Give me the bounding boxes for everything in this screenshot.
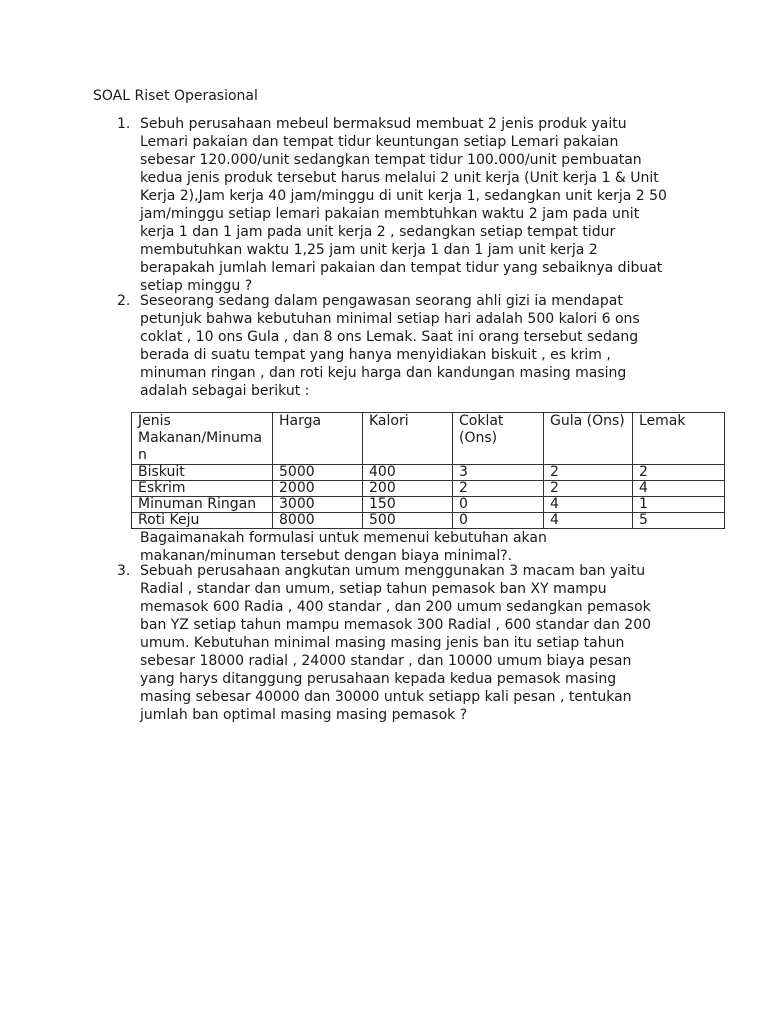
- table-row: [132, 465, 725, 481]
- question-line: Sebuh perusahaan mebeul bermaksud membuat 2 jenis produk yaitu: [140, 116, 627, 132]
- table-cell: 150: [363, 497, 453, 513]
- table-cell: 2: [453, 481, 544, 497]
- header-line: Makanan/Minuma: [138, 430, 263, 446]
- question-line: berapakah jumlah lemari pakaian dan tempat tidur yang sebaiknya dibuat: [140, 260, 663, 276]
- table-cell: 3000: [273, 497, 363, 513]
- header-line: Gula (Ons): [550, 413, 625, 429]
- question-number: 1.: [117, 116, 131, 132]
- question-line: memasok 600 Radia , 400 standar , dan 200 umum sedangkan pemasok: [140, 599, 651, 615]
- followup-line: Bagaimanakah formulasi untuk memenui kebutuhan akan: [140, 530, 547, 546]
- table-cell: Minuman Ringan: [132, 497, 273, 513]
- question-line: membutuhkan waktu 1,25 jam unit kerja 1 dan 1 jam unit kerja 2: [140, 242, 598, 258]
- table-row: [132, 497, 725, 513]
- table-cell: Biskuit: [132, 465, 273, 481]
- table-cell: 8000: [273, 513, 363, 529]
- question-line: Seseorang sedang dalam pengawasan seorang ahli gizi ia mendapat: [140, 293, 623, 309]
- question-line: Radial , standar dan umum, setiap tahun pemasok ban XY mampu: [140, 581, 607, 597]
- question-line: Sebuah perusahaan angkutan umum menggunakan 3 macam ban yaitu: [140, 563, 646, 579]
- header-line: n: [138, 447, 147, 463]
- followup-line: makanan/minuman tersebut dengan biaya minimal?.: [140, 548, 513, 564]
- question-line: umum. Kebutuhan minimal masing masing jenis ban itu setiap tahun: [140, 635, 625, 651]
- question-number: 2.: [117, 293, 131, 309]
- table-cell: 4: [633, 481, 725, 497]
- table-header-cell: [132, 413, 273, 465]
- question-line: Kerja 2),Jam kerja 40 jam/minggu di unit kerja 1, sedangkan unit kerja 2 50: [140, 188, 667, 204]
- table-header-row: [132, 413, 725, 465]
- question-line: Lemari pakaian dan tempat tidur keuntungan setiap Lemari pakaian: [140, 134, 619, 150]
- table-cell: 0: [453, 513, 544, 529]
- table-header-cell: [273, 413, 363, 465]
- header-line: Lemak: [639, 413, 686, 429]
- question-line: berada di suatu tempat yang hanya menyidiakan biskuit , es krim ,: [140, 347, 611, 363]
- table-cell: 4: [544, 497, 633, 513]
- header-line: Jenis: [138, 413, 171, 429]
- question-line: masing sebesar 40000 dan 30000 untuk setiapp kali pesan , tentukan: [140, 689, 632, 705]
- table-cell: 0: [453, 497, 544, 513]
- question-line: ban YZ setiap tahun mampu memasok 300 Radial , 600 standar dan 200: [140, 617, 652, 633]
- question-line: jumlah ban optimal masing masing pemasok ?: [140, 707, 468, 723]
- question-line: sebesar 18000 radial , 24000 standar , dan 10000 umum biaya pesan: [140, 653, 632, 669]
- table-cell: 5: [633, 513, 725, 529]
- question-text: [140, 115, 680, 295]
- question-line: sebesar 120.000/unit sedangkan tempat tidur 100.000/unit pembuatan: [140, 152, 642, 168]
- food-nutrition-table: [131, 412, 725, 529]
- table-cell: 5000: [273, 465, 363, 481]
- table-cell: Eskrim: [132, 481, 273, 497]
- question-line: coklat , 10 ons Gula , dan 8 ons Lemak. Saat ini orang tersebut sedang: [140, 329, 639, 345]
- question-line: yang harys ditanggung perusahaan kepada kedua pemasok masing: [140, 671, 617, 687]
- table-header-cell: [453, 413, 544, 465]
- question-text: [140, 562, 680, 724]
- question-line: petunjuk bahwa kebutuhan minimal setiap hari adalah 500 kalori 6 ons: [140, 311, 640, 327]
- table-cell: 2: [544, 465, 633, 481]
- document-title: SOAL Riset Operasional: [93, 88, 258, 104]
- table-cell: 1: [633, 497, 725, 513]
- question-line: kerja 1 dan 1 jam pada unit kerja 2 , sedangkan setiap tempat tidur: [140, 224, 616, 240]
- question-text: [140, 292, 680, 400]
- question-line: setiap minggu ?: [140, 278, 253, 294]
- table-cell: 200: [363, 481, 453, 497]
- table-cell: 3: [453, 465, 544, 481]
- header-line: (Ons): [459, 430, 498, 446]
- table-cell: 400: [363, 465, 453, 481]
- question-line: adalah sebagai berikut :: [140, 383, 310, 399]
- question-line: kedua jenis produk tersebut harus melalui 2 unit kerja (Unit kerja 1 & Unit: [140, 170, 659, 186]
- header-line: Coklat: [459, 413, 504, 429]
- question-number: 3.: [117, 563, 131, 579]
- table-row: [132, 481, 725, 497]
- table-cell: 4: [544, 513, 633, 529]
- question-line: jam/minggu setiap lemari pakaian membtuhkan waktu 2 jam pada unit: [140, 206, 640, 222]
- table-header-cell: [363, 413, 453, 465]
- table-cell: 2: [544, 481, 633, 497]
- header-line: Harga: [279, 413, 322, 429]
- table-followup-question: [140, 529, 547, 565]
- table-header-cell: [544, 413, 633, 465]
- header-line: Kalori: [369, 413, 409, 429]
- table-row: [132, 513, 725, 529]
- question-line: minuman ringan , dan roti keju harga dan kandungan masing masing: [140, 365, 627, 381]
- table-cell: 500: [363, 513, 453, 529]
- table-cell: Roti Keju: [132, 513, 273, 529]
- table-cell: 2: [633, 465, 725, 481]
- table-cell: 2000: [273, 481, 363, 497]
- table-header-cell: [633, 413, 725, 465]
